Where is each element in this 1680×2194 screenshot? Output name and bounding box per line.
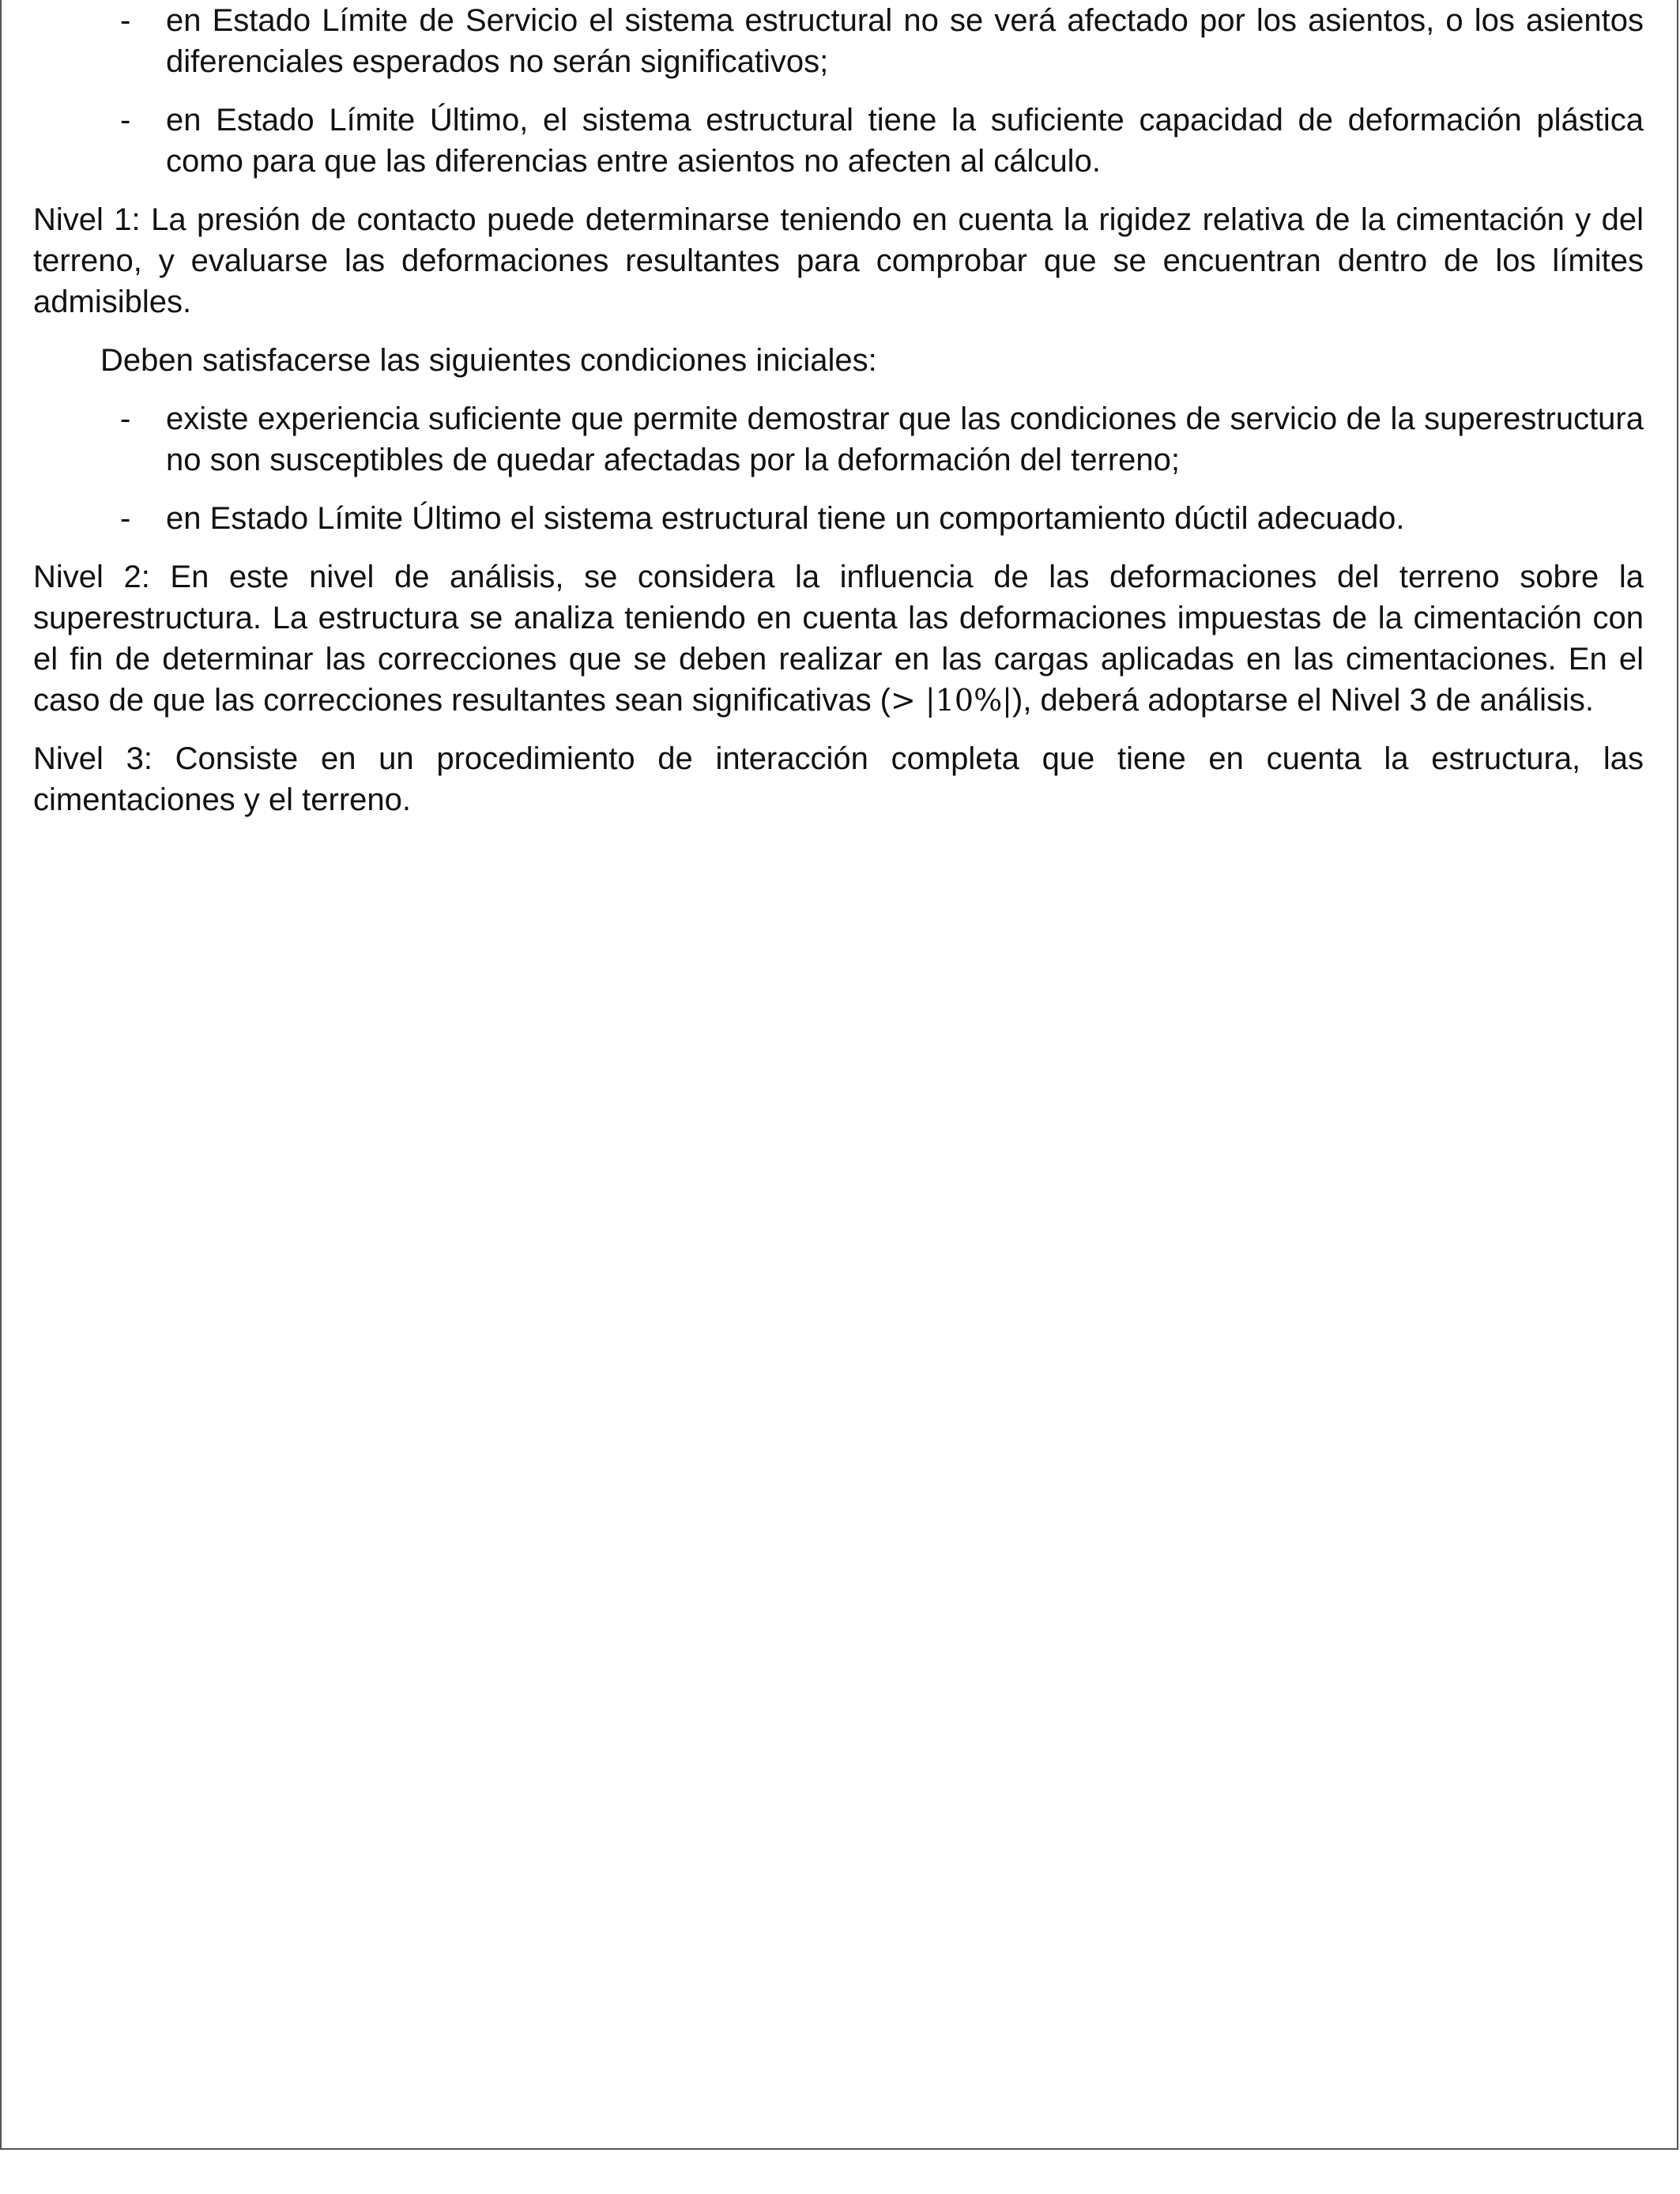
paragraph-nivel-3: Nivel 3: Consiste en un procedimiento de interacción completa que tiene en cuenta la estructura, las cimentaciones y el terreno. <box>33 741 1644 817</box>
paragraph-nivel-2 <box>33 556 1644 721</box>
list-dash: - <box>120 501 131 536</box>
threshold-expression: > |10%| <box>891 683 1012 718</box>
list-item <box>33 100 1644 182</box>
list-dash: - <box>120 401 131 436</box>
list-item <box>33 0 1644 82</box>
list-item <box>33 398 1644 481</box>
nivel-2-text-after: ), deberá adoptarse el Nivel 3 de análisis. <box>1012 683 1594 718</box>
paragraph-nivel-1: Nivel 1: La presión de contacto puede determinarse teniendo en cuenta la rigidez relativa de la cimentación y del terreno, y evaluarse las deformaciones resultantes para comprobar que se encuentran dentro de los límites admisibles. <box>33 202 1644 319</box>
list-item-text: en Estado Límite Último el sistema estructural tiene un comportamiento dúctil adecuado. <box>166 501 1405 536</box>
list-item-text: en Estado Límite de Servicio el sistema estructural no se verá afectado por los asientos, o los asientos diferenciales esperados no serán significativos; <box>166 3 1644 79</box>
list-dash: - <box>120 103 131 138</box>
list-item <box>33 498 1644 539</box>
nivel-2-text-before: Nivel 2: En este nivel de análisis, se considera la influencia de las deformaciones del terreno sobre la superestructura. La estructura se analiza teniendo en cuenta las deformaciones impuestas de la cimentación con el fin de determinar las correcciones que se deben realizar en las cargas aplicadas en las cimentaciones. En el caso de que las correcciones resultantes sean significativas ( <box>33 560 1644 718</box>
document-body <box>33 0 1644 838</box>
list-item-text: existe experiencia suficiente que permite demostrar que las condiciones de servicio de la superestructura no son susceptibles de quedar afectadas por la deformación del terreno; <box>166 401 1644 477</box>
conditions-intro: Deben satisfacerse las siguientes condiciones iniciales: <box>100 343 877 378</box>
list-item-text: en Estado Límite Último, el sistema estructural tiene la suficiente capacidad de deformación plástica como para que las diferencias entre asientos no afecten al cálculo. <box>166 103 1644 179</box>
list-dash: - <box>120 3 131 38</box>
